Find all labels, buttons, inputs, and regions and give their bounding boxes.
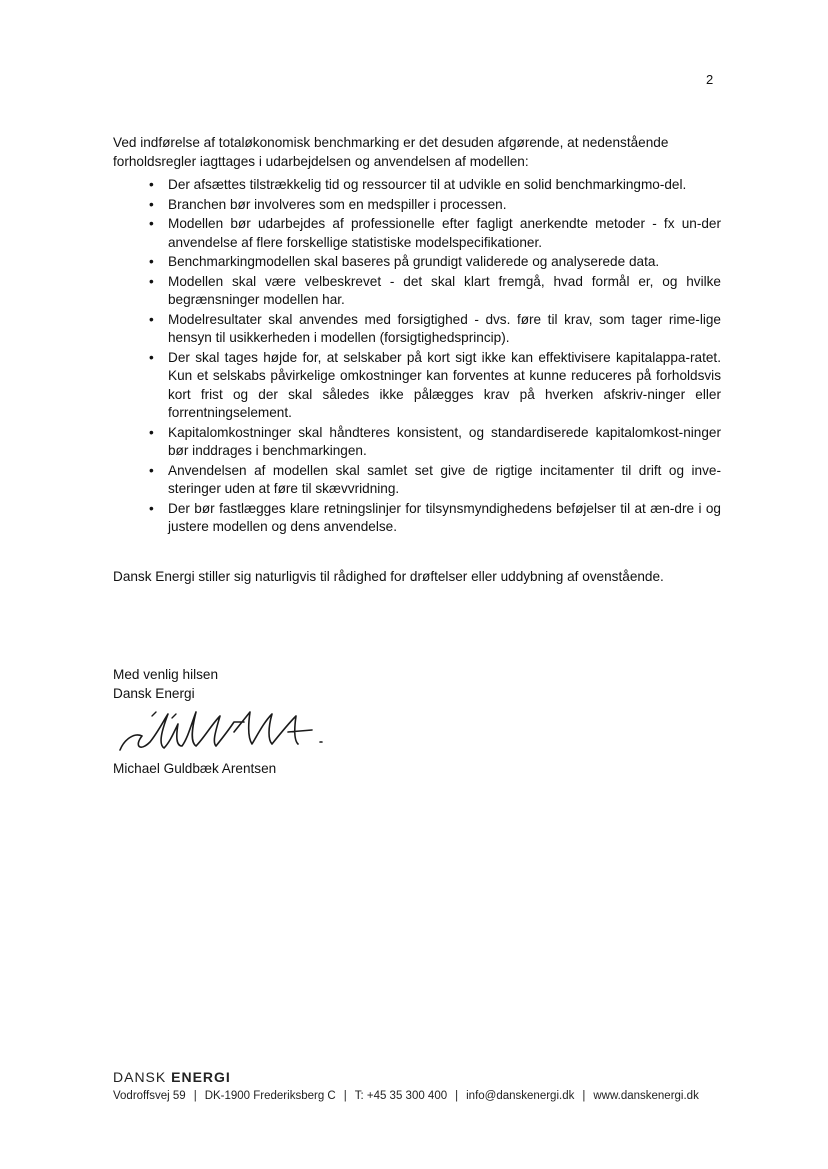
bullet-icon: • xyxy=(149,349,154,365)
bullet-icon: • xyxy=(149,196,154,212)
greeting-text: Med venlig hilsen xyxy=(113,667,219,682)
brand-bold-text: ENERGI xyxy=(171,1069,231,1085)
footer-website-link[interactable]: www.danskenergi.dk xyxy=(593,1090,699,1102)
footer-contact-line xyxy=(113,1090,699,1102)
closing-paragraph: Dansk Energi stiller sig naturligvis til rådighed for drøftelser eller uddybning af ovenstående. xyxy=(113,569,664,584)
bullet-icon: • xyxy=(149,216,154,231)
separator: | xyxy=(193,1090,197,1102)
list-item: • Branchen bør involveres som en medspiller i processen. xyxy=(113,196,721,215)
bullet-icon: • xyxy=(149,462,154,478)
footer-email-link[interactable]: info@danskenergi.dk xyxy=(466,1090,575,1102)
brand-light-text: DANSK xyxy=(113,1069,167,1085)
list-item: • Der afsættes tilstrækkelig tid og ressourcer til at udvikle en solid benchmarkingmo-del. xyxy=(113,176,721,195)
list-item: • Der bør fastlægges klare retningslinjer for tilsynsmyndighedens beføjelser til at æn-dre i og justere modellen og dens anvendelse. xyxy=(149,500,721,534)
bullet-icon: • xyxy=(149,177,154,192)
separator: | xyxy=(343,1090,347,1102)
bullet-icon: • xyxy=(149,273,154,289)
footer-city: DK-1900 Frederiksberg C xyxy=(204,1090,336,1102)
list-item: • Modelresultater skal anvendes med forsigtighed - dvs. føre til krav, som tager rime-lige hensyn til usikkerheden i modellen (forsigtighedsprincip). xyxy=(149,311,721,345)
page-number: 2 xyxy=(706,72,714,87)
bullet-icon: • xyxy=(149,311,154,327)
handwritten-signature xyxy=(112,702,362,762)
footer-logo xyxy=(113,1069,231,1085)
signer-name: Michael Guldbæk Arentsen xyxy=(113,761,277,776)
separator: | xyxy=(582,1090,586,1102)
bullet-icon: • xyxy=(149,254,154,269)
organization-name: Dansk Energi xyxy=(113,686,195,701)
bullet-icon: • xyxy=(149,500,154,516)
list-item: • Benchmarkingmodellen skal baseres på grundigt validerede og analyserede data. xyxy=(113,253,721,272)
requirements-list xyxy=(113,176,721,538)
intro-paragraph: Ved indførelse af totaløkonomisk benchmarking er det desuden afgørende, at nedenstående forholdsregler iagttages i udarbejdelsen og anvendelsen af modellen: xyxy=(113,135,669,169)
separator: | xyxy=(455,1090,459,1102)
list-item: • Modellen bør udarbejdes af professionelle efter fagligt anerkendte metoder - fx un-der anvendelse af flere forskellige statistiske modelspecifikationer. xyxy=(149,216,721,250)
list-item: • Anvendelsen af modellen skal samlet set give de rigtige incitamenter til drift og inve-steringer uden at føre til skævvridning. xyxy=(149,462,721,496)
footer-address: Vodroffsvej 59 xyxy=(113,1090,186,1102)
list-item: • Der skal tages højde for, at selskaber på kort sigt ikke kan effektivisere kapitalappa-ratet. Kun et selskabs påvirkelige omkostninger kan forventes at kunne reduceres på forholdsvis kort frist og der skal således ikke pålægges krav på hverken afskriv-ninger eller forrentningselement. xyxy=(149,349,721,420)
greeting-block xyxy=(113,665,218,703)
list-item: • Modellen skal være velbeskrevet - det skal klart fremgå, hvad formål er, og hvilke begrænsninger modellen har. xyxy=(149,273,721,307)
footer-phone: T: +45 35 300 400 xyxy=(354,1090,448,1102)
bullet-icon: • xyxy=(149,424,154,440)
list-item: • Kapitalomkostninger skal håndteres konsistent, og standardiserede kapitalomkost-ninger bør inddrages i benchmarkingen. xyxy=(149,424,721,458)
